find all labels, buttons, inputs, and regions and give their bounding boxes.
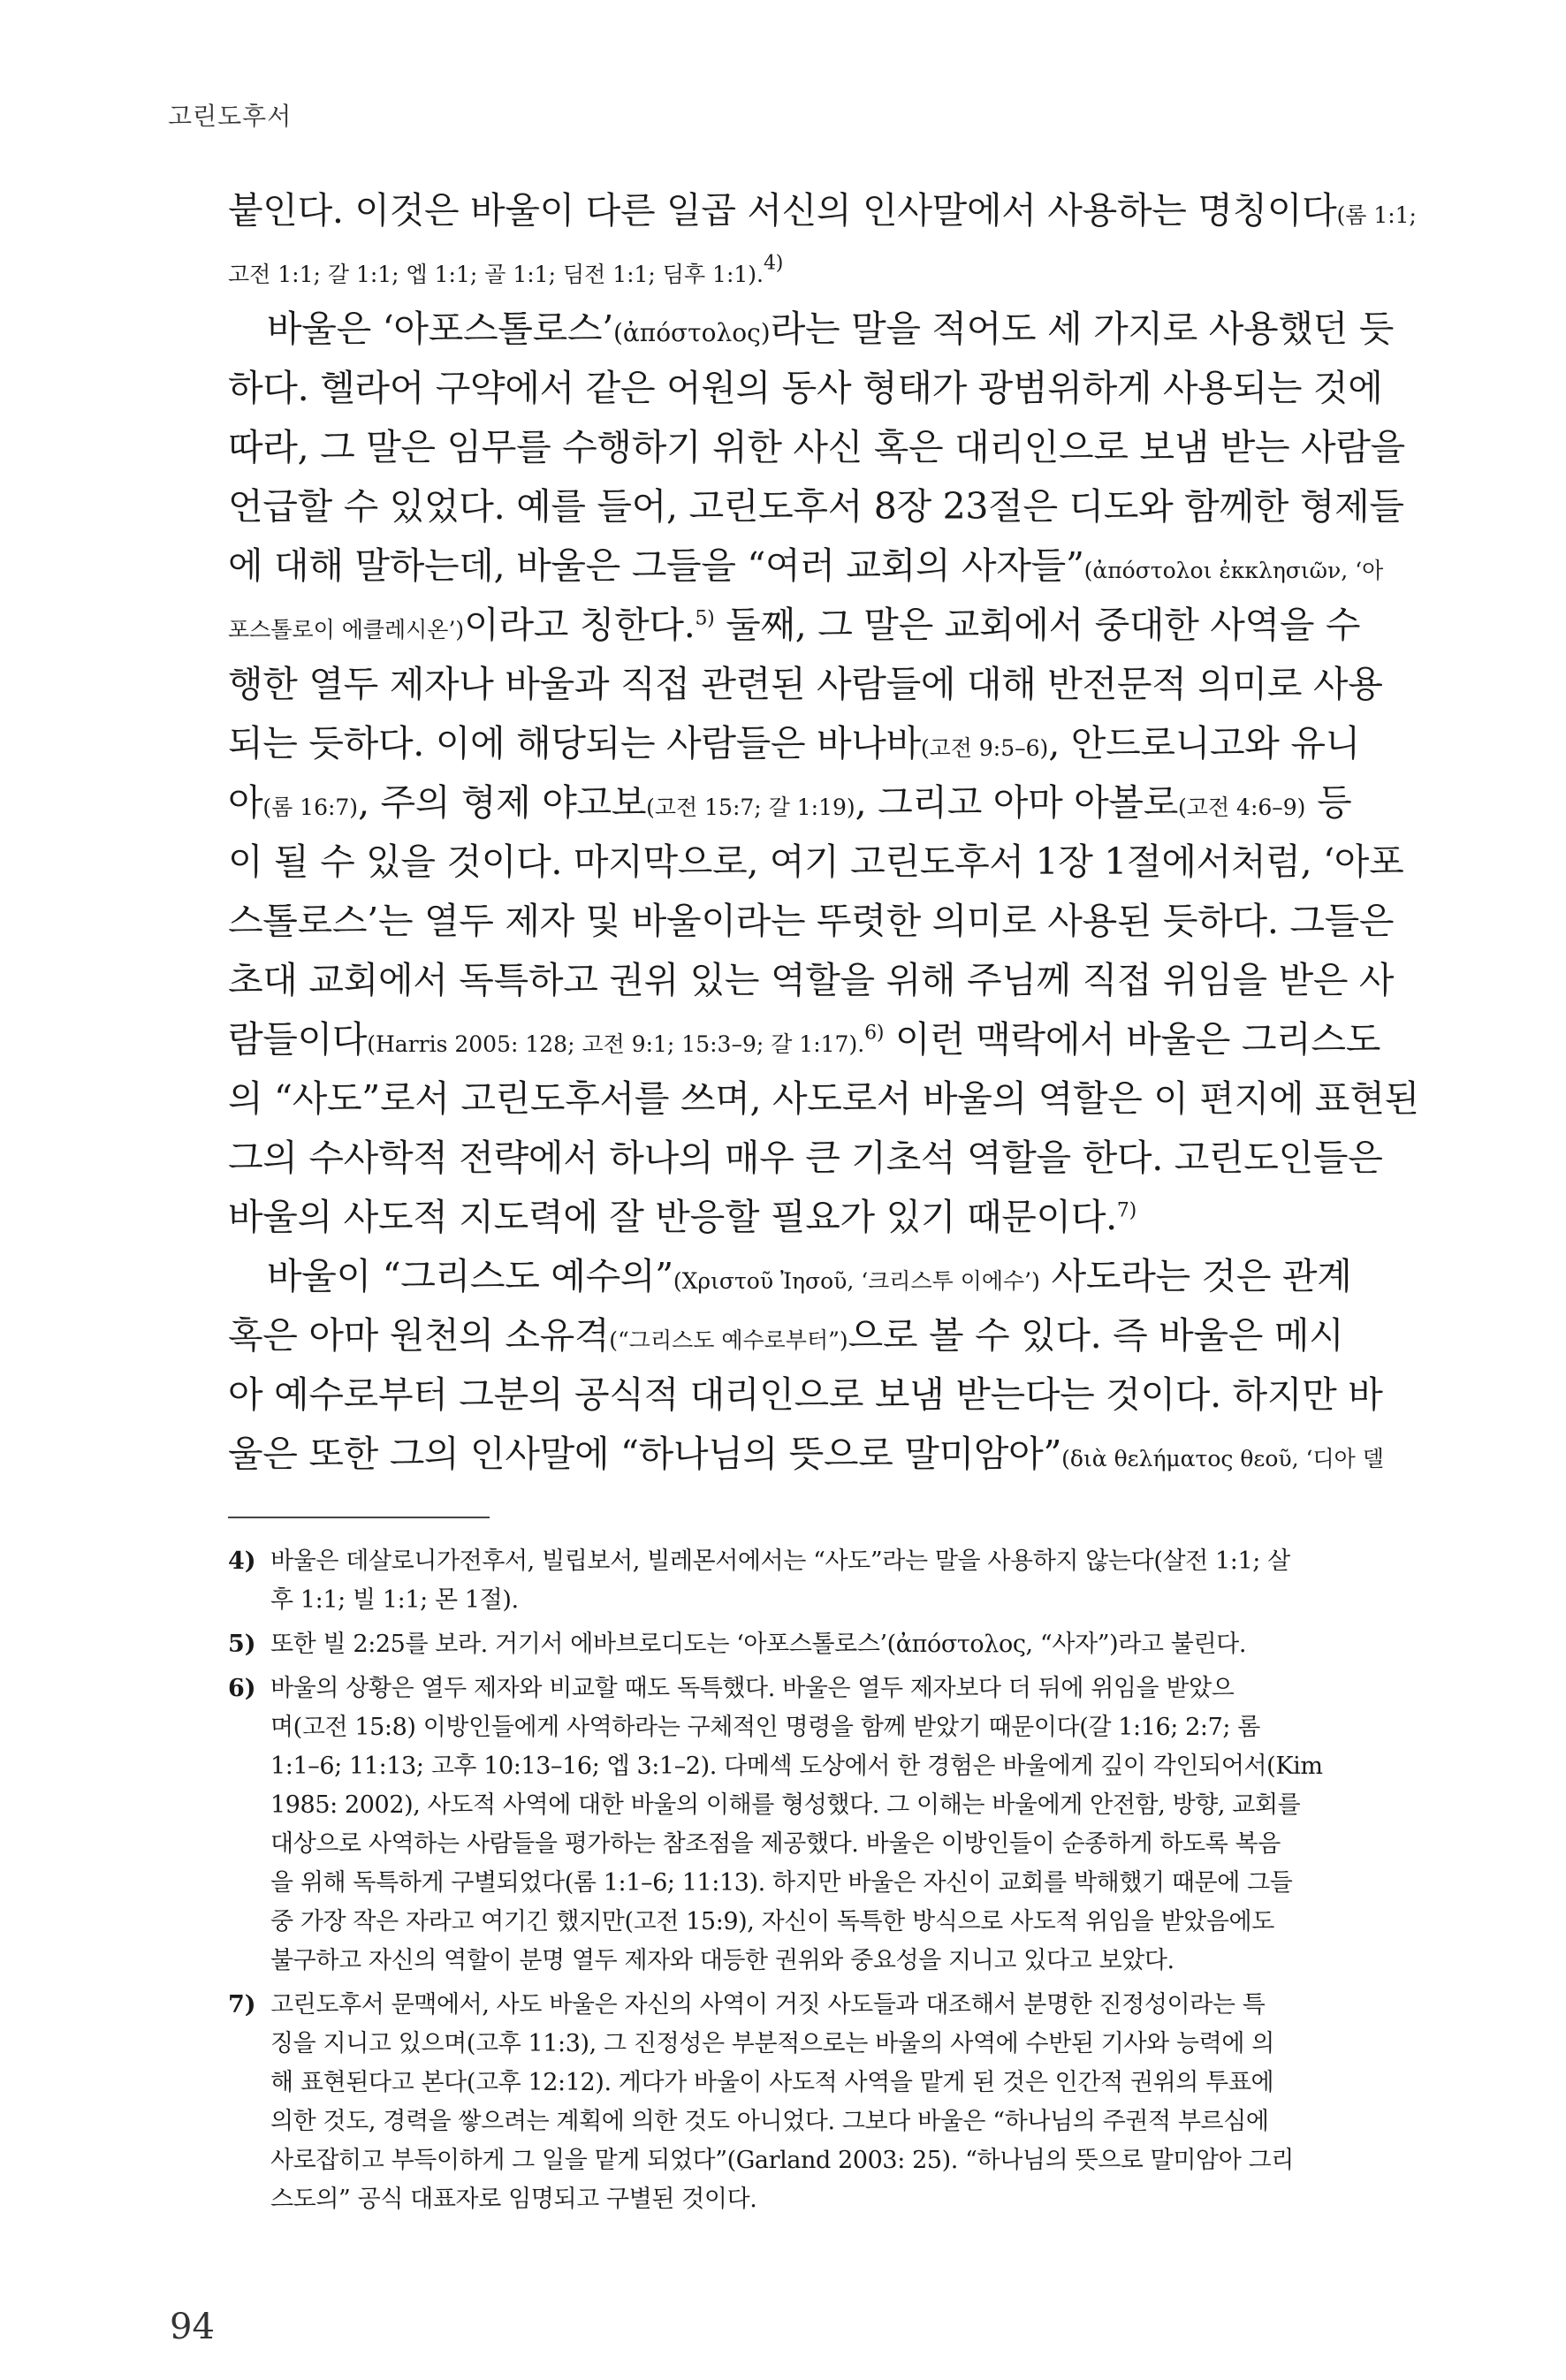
running-head: 고린도후서 <box>168 102 293 131</box>
footnote-line: 바울의 상황은 열두 제자와 비교할 때도 독특했다. 바울은 열두 제자보다 더 뒤에 위임을 받았으 <box>270 1675 1235 1702</box>
footnote-line: 해 표현된다고 본다(고후 12:12). 게다가 바울이 사도적 사역을 맡게 된 것은 인간적 권위의 투표에 <box>270 2069 1274 2096</box>
body-line: 의 “사도”로서 고린도후서를 쓰며, 사도로서 바울의 역할은 이 편지에 표현된 <box>228 1077 1419 1120</box>
footnote-line: 사로잡히고 부득이하게 그 일을 맡게 되었다”(Garland 2003: 25). “하나님의 뜻으로 말미암아 그리 <box>270 2147 1294 2174</box>
body-line: 아 예수로부터 그분의 공식적 대리인으로 보냄 받는다는 것이다. 하지만 바 <box>228 1373 1383 1416</box>
footnote-line: 며(고전 15:8) 이방인들에게 사역하라는 구체적인 명령을 함께 받았기 때문이다(갈 1:16; 2:7; 롬 <box>270 1714 1260 1741</box>
footnote-4 <box>228 1542 1359 1620</box>
footnote-line: 스도의” 공식 대표자로 임명되고 구별된 것이다. <box>270 2186 757 2213</box>
body-line: 초대 교회에서 독특하고 권위 있는 역할을 위해 주님께 직접 위임을 받은 사 <box>228 959 1395 1001</box>
body-line: 따라, 그 말은 임무를 수행하기 위한 사신 혹은 대리인으로 보냄 받는 사람을 <box>228 426 1405 468</box>
body-line: 바울은 ‘아포스톨로스’(ἀπόστολος)라는 말을 적어도 세 가지로 사용했던 듯 <box>267 308 1395 350</box>
footnote-number: 4) <box>228 1547 256 1575</box>
body-line: 혹은 아마 원천의 소유격(“그리스도 예수로부터”)으로 볼 수 있다. 즉 바울은 메시 <box>228 1314 1344 1357</box>
footnotes <box>228 1542 1359 2224</box>
body-line: 바울의 사도적 지도력에 잘 반응할 필요가 있기 때문이다.$^{7)}$ <box>228 1196 1136 1238</box>
body-line: 붙인다. 이것은 바울이 다른 일곱 서신의 인사말에서 사용하는 명칭이다(롬 1:1; <box>228 189 1417 232</box>
footnote-line: 징을 지니고 있으며(고후 11:3), 그 진정성은 부분적으로는 바울의 사역에 수반된 기사와 능력에 의 <box>270 2030 1274 2057</box>
body-line: 바울이 “그리스도 예수의”(Χριστοῦ Ἰησοῦ, ‘크리스투 이에수’) 사도라는 것은 관계 <box>267 1255 1352 1297</box>
footnote-number: 5) <box>228 1631 256 1658</box>
body-line: 에 대해 말하는데, 바울은 그들을 “여러 교회의 사자들”(ἀπόστολοι ἐκκλησιῶν, ‘아 <box>228 544 1384 587</box>
footnote-line: 바울은 데살로니가전후서, 빌립보서, 빌레몬서에서는 “사도”라는 말을 사용하지 않는다(살전 1:1; 살 <box>270 1547 1290 1575</box>
body-line: 행한 열두 제자나 바울과 직접 관련된 사람들에 대해 반전문적 의미로 사용 <box>228 663 1383 705</box>
footnote-line: 을 위해 독특하게 구별되었다(롬 1:1–6; 11:13). 하지만 바울은 자신이 교회를 박해했기 때문에 그들 <box>270 1869 1293 1897</box>
footnote-6 <box>228 1669 1359 1981</box>
body-line: 울은 또한 그의 인사말에 “하나님의 뜻으로 말미암아”(διὰ θελήματος θεοῦ, ‘디아 델 <box>228 1433 1384 1475</box>
body-line: 하다. 헬라어 구약에서 같은 어원의 동사 형태가 광범위하게 사용되는 것에 <box>228 367 1383 409</box>
footnote-line: 고린도후서 문맥에서, 사도 바울은 자신의 사역이 거짓 사도들과 대조해서 분명한 진정성이라는 특 <box>270 1991 1266 2019</box>
body-line: 포스톨로이 에클레시온’)이라고 칭한다.$^{5)}$ 둘째, 그 말은 교회에서 중대한 사역을 수 <box>228 604 1361 646</box>
footnote-line: 또한 빌 2:25를 보라. 거기서 에바브로디도는 ‘아포스톨로스’(ἀπόστολος, “사자”)라고 불린다. <box>270 1631 1247 1658</box>
body-line: 이 될 수 있을 것이다. 마지막으로, 여기 고린도후서 1장 1절에서처럼, ‘아포 <box>228 840 1404 883</box>
footnote-line: 1985: 2002), 사도적 사역에 대한 바울의 이해를 형성했다. 그 이해는 바울에게 안전함, 방향, 교회를 <box>270 1791 1301 1819</box>
body-line: 고전 1:1; 갈 1:1; 엡 1:1; 골 1:1; 딤전 1:1; 딤후 1:1).$^{4)}$ <box>228 252 783 287</box>
body-line: 아(롬 16:7), 주의 형제 야고보(고전 15:7; 갈 1:19), 그리고 아마 아볼로(고전 4:6–9) 등 <box>228 781 1352 824</box>
footnote-line: 의한 것도, 경력을 쌓으려는 계획에 의한 것도 아니었다. 그보다 바울은 “하나님의 주권적 부르심에 <box>270 2108 1269 2135</box>
body-line: 스톨로스’는 열두 제자 및 바울이라는 뚜렷한 의미로 사용된 듯하다. 그들은 <box>228 900 1395 942</box>
footnote-line: 후 1:1; 빌 1:1; 몬 1절). <box>270 1586 519 1614</box>
footnote-line: 대상으로 사역하는 사람들을 평가하는 참조점을 제공했다. 바울은 이방인들이 순종하게 하도록 복음 <box>270 1830 1281 1858</box>
body-text <box>228 181 1419 1484</box>
body-line: 되는 듯하다. 이에 해당되는 사람들은 바나바(고전 9:5–6), 안드로니고와 유니 <box>228 722 1360 764</box>
body-line: 그의 수사학적 전략에서 하나의 매우 큰 기초석 역할을 한다. 고린도인들은 <box>228 1137 1383 1179</box>
footnote-line: 불구하고 자신의 역할이 분명 열두 제자와 대등한 권위와 중요성을 지니고 있다고 보았다. <box>270 1947 1174 1974</box>
body-line: 람들이다(Harris 2005: 128; 고전 9:1; 15:3–9; 갈 1:17).$^{6)}$ 이런 맥락에서 바울은 그리스도 <box>228 1018 1381 1061</box>
footnote-number: 6) <box>228 1675 256 1702</box>
footnote-line: 1:1–6; 11:13; 고후 10:13–16; 엡 3:1–2). 다메섹 도상에서 한 경험은 바울에게 깊이 각인되어서(Kim <box>270 1753 1323 1780</box>
page-number: 94 <box>170 2307 215 2347</box>
footnote-rule <box>228 1517 490 1518</box>
footnote-7 <box>228 1986 1359 2219</box>
footnote-number: 7) <box>228 1991 256 2019</box>
footnote-5 <box>228 1625 1359 1664</box>
footnote-line: 중 가장 작은 자라고 여기긴 했지만(고전 15:9), 자신이 독특한 방식으로 사도적 위임을 받았음에도 <box>270 1908 1274 1935</box>
body-line: 언급할 수 있었다. 예를 들어, 고린도후서 8장 23절은 디도와 함께한 형제들 <box>228 485 1404 528</box>
